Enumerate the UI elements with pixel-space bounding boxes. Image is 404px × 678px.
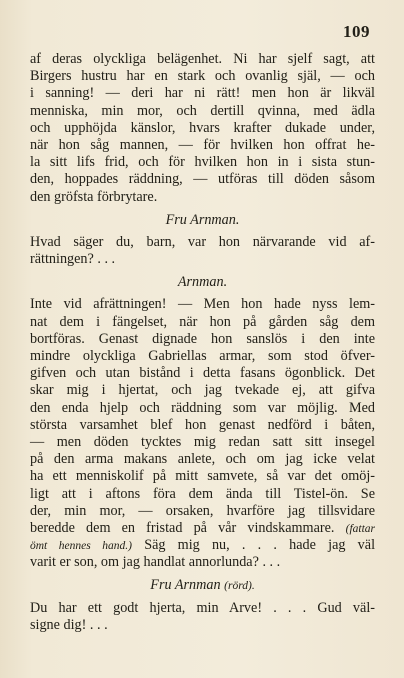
stage-direction: ömt hennes hand.): [30, 540, 132, 553]
text-line: på den arma makans anlete, och om jag icke velat: [30, 451, 375, 468]
speaker-heading: [30, 577, 375, 594]
speaker-name: Fru Arnman: [150, 577, 221, 594]
text-line: der, min mor, — orsaken, hvarföre jag tillsvidare: [30, 502, 375, 519]
text-line: rättningen? . . .: [30, 251, 116, 268]
text-line: Inte vid afrättningen! — Men hon hade nyss lem-: [30, 296, 375, 313]
text-line: nat dem i fängelset, när hon på gården såg dem: [30, 313, 375, 330]
text-line: la sitt lifs frid, och för hvilken hon in i sista stun-: [30, 154, 375, 171]
text-line: bortföras. Genast dignade hon sanslös i den inte: [30, 330, 375, 347]
text-line: största varsamhet blef hon genast nedförd i båten,: [30, 416, 375, 433]
text-line: — men döden tycktes mig redan satt sitt insegel: [30, 433, 375, 450]
text-line: Hvad säger du, barn, var hon närvarande vid af-: [30, 233, 375, 250]
page-number: 109: [343, 22, 370, 41]
speaker-heading: Arnman.: [177, 274, 228, 291]
stage-direction: (fattar: [345, 522, 375, 535]
text-line: signe dig! . . .: [30, 616, 108, 633]
text-line: den enda hjelp och räddning som var möjlig. Med: [30, 399, 375, 416]
text-line: i sanning! — deri har ni rätt! men hon är likväl: [30, 85, 375, 102]
text-line: varit er son, om jag handlat annorlunda? . . .: [30, 554, 281, 571]
text-line: af deras olyckliga belägenhet. Ni har sjelf sagt, att: [30, 51, 375, 67]
text-line: när hon såg mannen, — för hvilken hon offrat he-: [30, 136, 375, 153]
text-line: ha ett menniskolif på mitt samvete, så var det omöj-: [30, 468, 375, 485]
text-line: och upphöjda känslor, hvars krafter dukade under,: [30, 119, 375, 136]
text-line: menniska, min mor, och dertill qvinna, med ädla: [30, 102, 375, 119]
text-segment: beredde dem en fristad på vår vindskammare.: [30, 519, 335, 536]
page-text: [30, 51, 375, 634]
text-line: skar mig i hjertat, och jag tvekade ej, att gifva: [30, 382, 375, 399]
text-line: den gröfsta förbrytare.: [30, 188, 158, 205]
text-line: ligt att i aftons föra dem ända till Tistel-ön. Se: [30, 485, 375, 502]
text-segment: Säg mig nu, . . . hade jag väl: [144, 537, 376, 554]
stage-direction: (rörd).: [224, 580, 255, 593]
text-line: mindre olyckliga Gabriellas armar, som stod öfver-: [30, 348, 375, 364]
text-line: [30, 537, 375, 554]
text-line: Du har ett godt hjerta, min Arve! . . . Gud väl-: [30, 599, 375, 616]
text-line: Birgers hustru har en stark och ovanlig själ, — och: [30, 68, 375, 85]
text-line: [30, 520, 375, 537]
text-line: gifven och utan bistånd i detta fasans ögonblick. Det: [30, 365, 375, 382]
text-line: den, hoppades räddning, — utföras till döden såsom: [30, 171, 375, 188]
speaker-heading: Fru Arnman.: [165, 211, 240, 228]
